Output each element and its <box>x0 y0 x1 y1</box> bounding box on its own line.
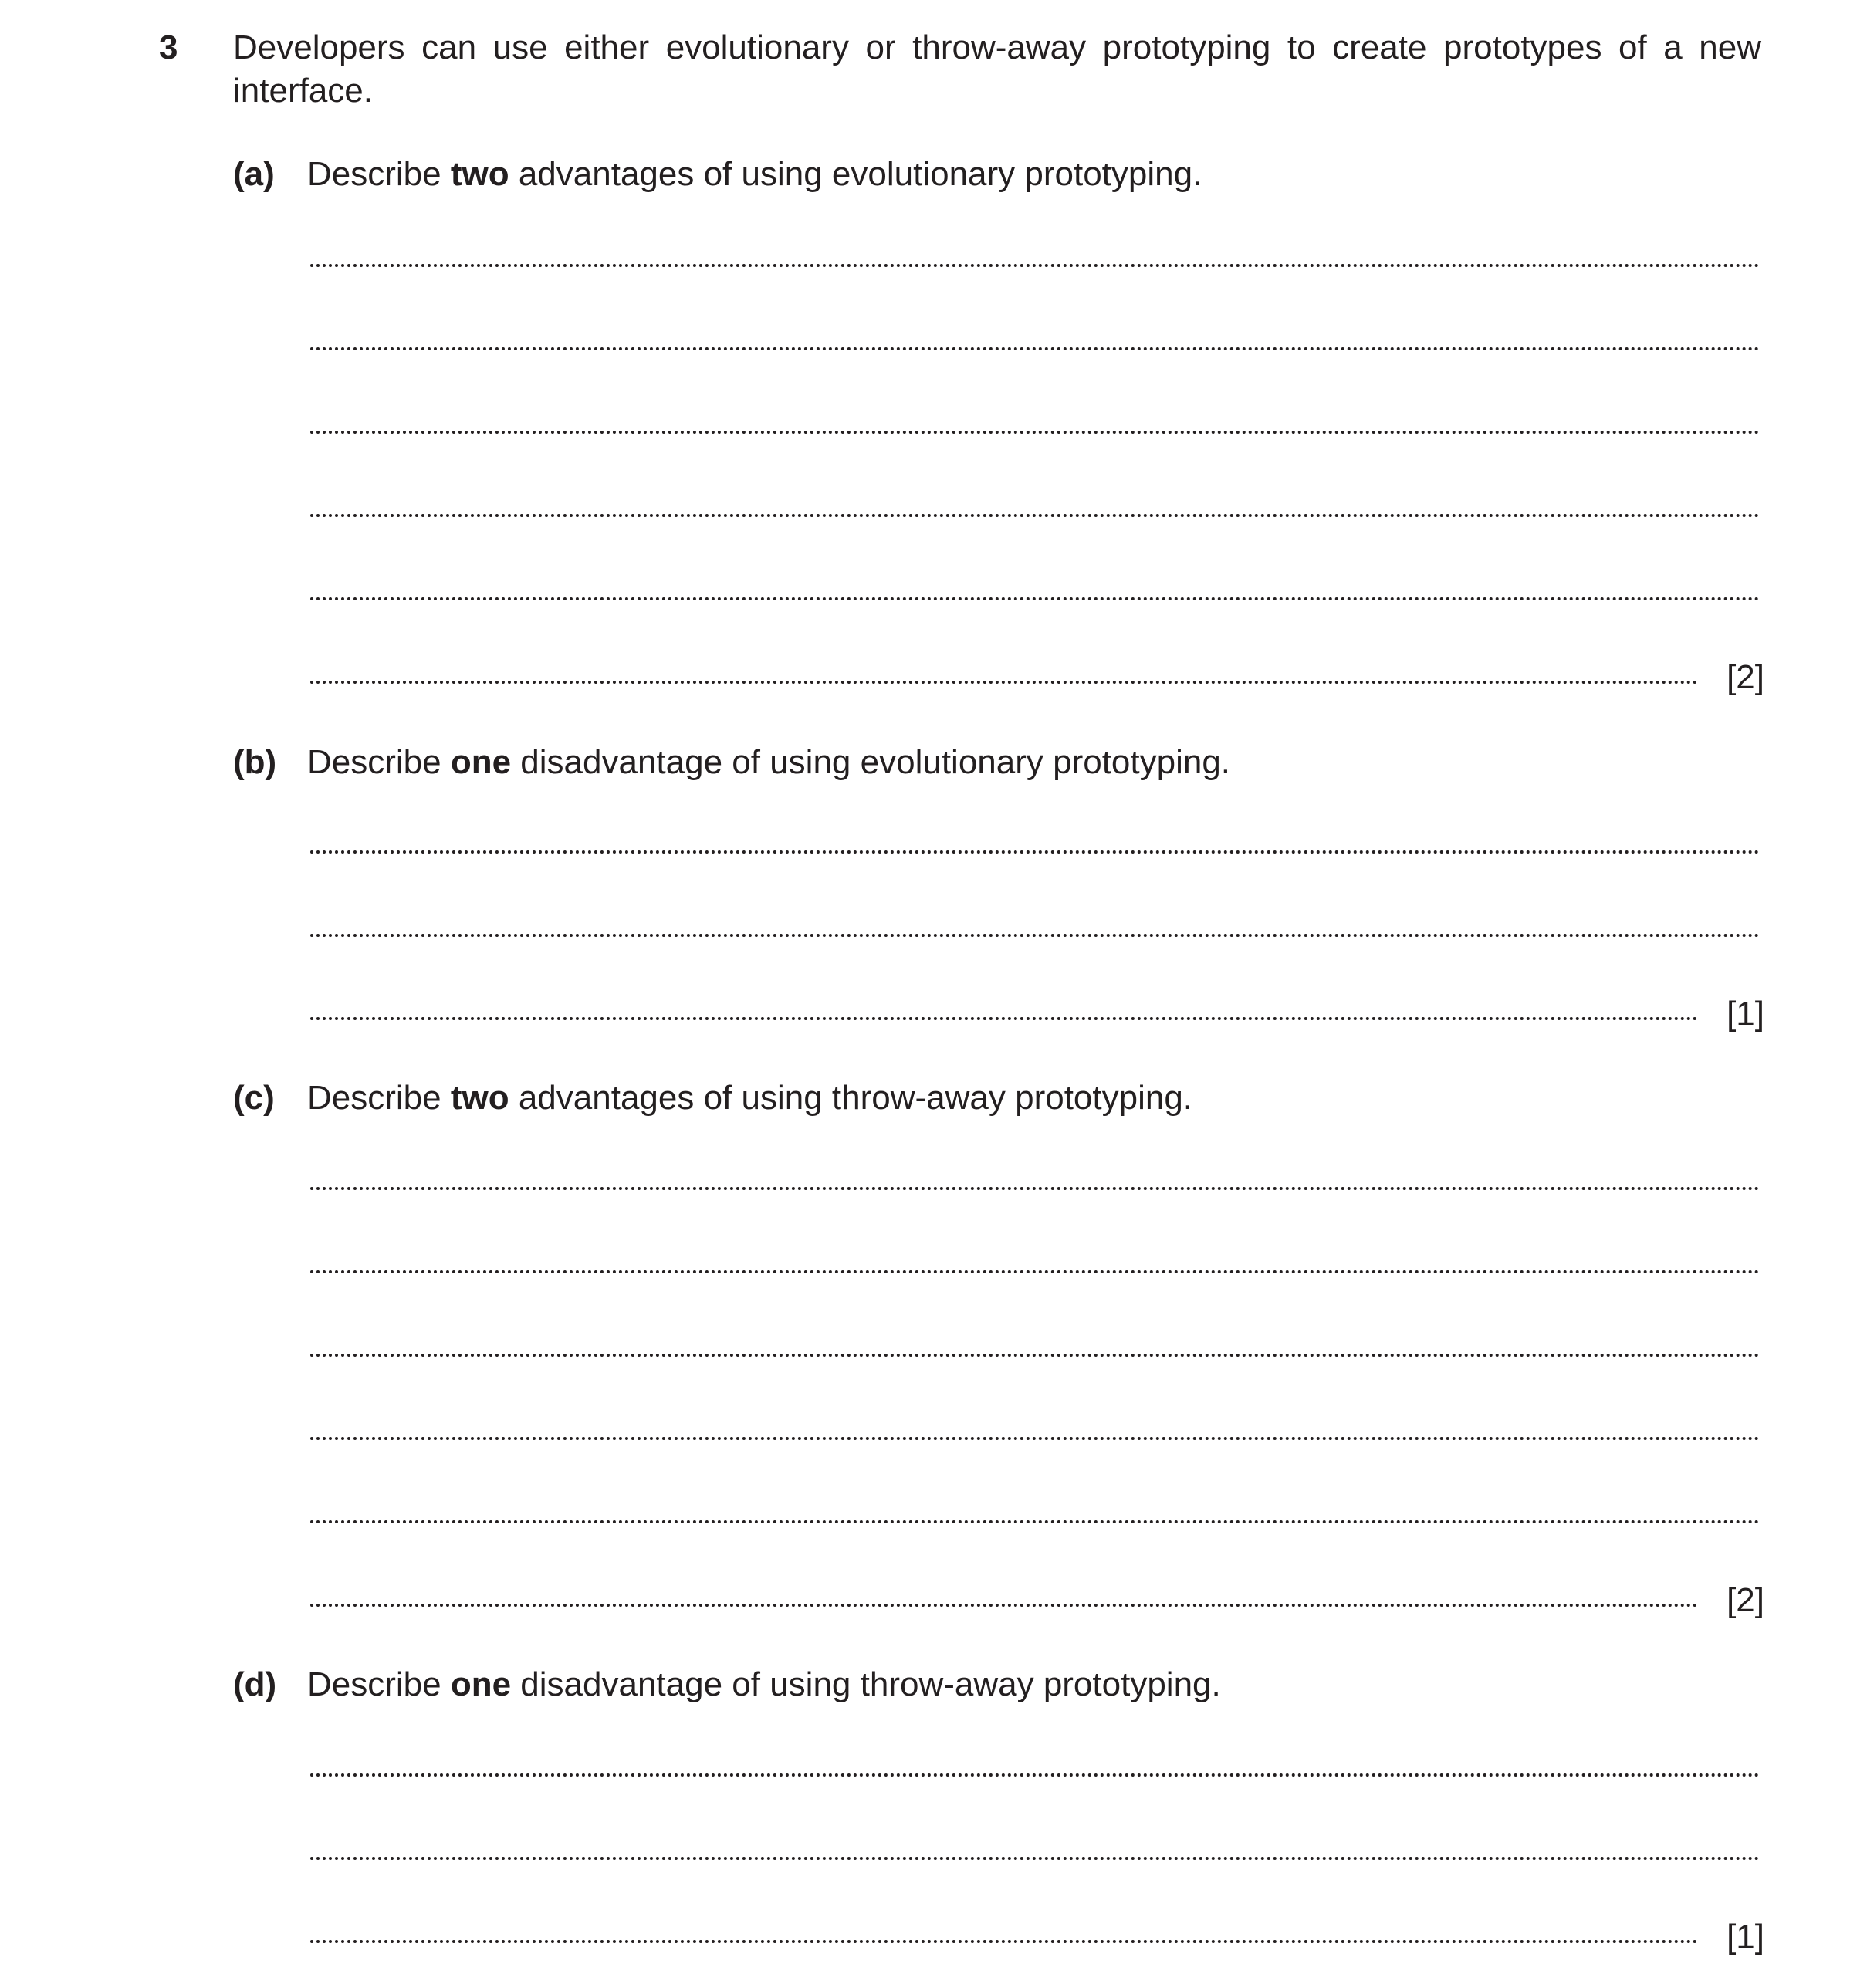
part-b-text: Describe one disadvantage of using evolutionary prototyping. <box>307 743 1231 781</box>
answer-line-a-6[interactable] <box>310 681 1698 684</box>
answer-line-c-4[interactable] <box>310 1437 1760 1440</box>
part-b-marks: [1] <box>1727 995 1764 1033</box>
question-stem: Developers can use either evolutionary or throw-away prototyping to create prototypes of a new interface. <box>233 29 1761 110</box>
answer-line-c-3[interactable] <box>310 1354 1760 1357</box>
part-b-label: (b) <box>233 743 277 781</box>
part-c-text: Describe two advantages of using throw-away prototyping. <box>307 1079 1193 1117</box>
answer-line-d-1[interactable] <box>310 1773 1760 1777</box>
answer-line-b-2[interactable] <box>310 934 1760 937</box>
question-number: 3 <box>159 29 178 66</box>
part-d-text: Describe one disadvantage of using throw-away prototyping. <box>307 1665 1221 1703</box>
answer-line-b-3[interactable] <box>310 1017 1698 1020</box>
part-a-marks: [2] <box>1727 658 1764 696</box>
answer-line-a-4[interactable] <box>310 514 1760 517</box>
part-a-text: Describe two advantages of using evolutionary prototyping. <box>307 155 1202 193</box>
part-d-marks: [1] <box>1727 1918 1764 1956</box>
part-a-label: (a) <box>233 155 275 193</box>
part-d-emphasis: one <box>450 1665 512 1703</box>
part-b-emphasis: one <box>450 743 512 781</box>
part-d-label: (d) <box>233 1665 277 1703</box>
answer-line-c-1[interactable] <box>310 1187 1760 1190</box>
answer-line-a-1[interactable] <box>310 264 1760 267</box>
answer-line-a-5[interactable] <box>310 597 1760 600</box>
part-a-emphasis: two <box>450 155 509 193</box>
answer-line-b-1[interactable] <box>310 850 1760 854</box>
answer-line-c-6[interactable] <box>310 1604 1698 1607</box>
answer-line-c-2[interactable] <box>310 1270 1760 1273</box>
part-c-marks: [2] <box>1727 1581 1764 1619</box>
part-c-emphasis: two <box>450 1079 509 1117</box>
answer-line-c-5[interactable] <box>310 1520 1760 1523</box>
answer-line-d-3[interactable] <box>310 1940 1698 1943</box>
part-c-label: (c) <box>233 1079 275 1117</box>
answer-line-d-2[interactable] <box>310 1857 1760 1860</box>
answer-line-a-2[interactable] <box>310 347 1760 350</box>
answer-line-a-3[interactable] <box>310 431 1760 434</box>
